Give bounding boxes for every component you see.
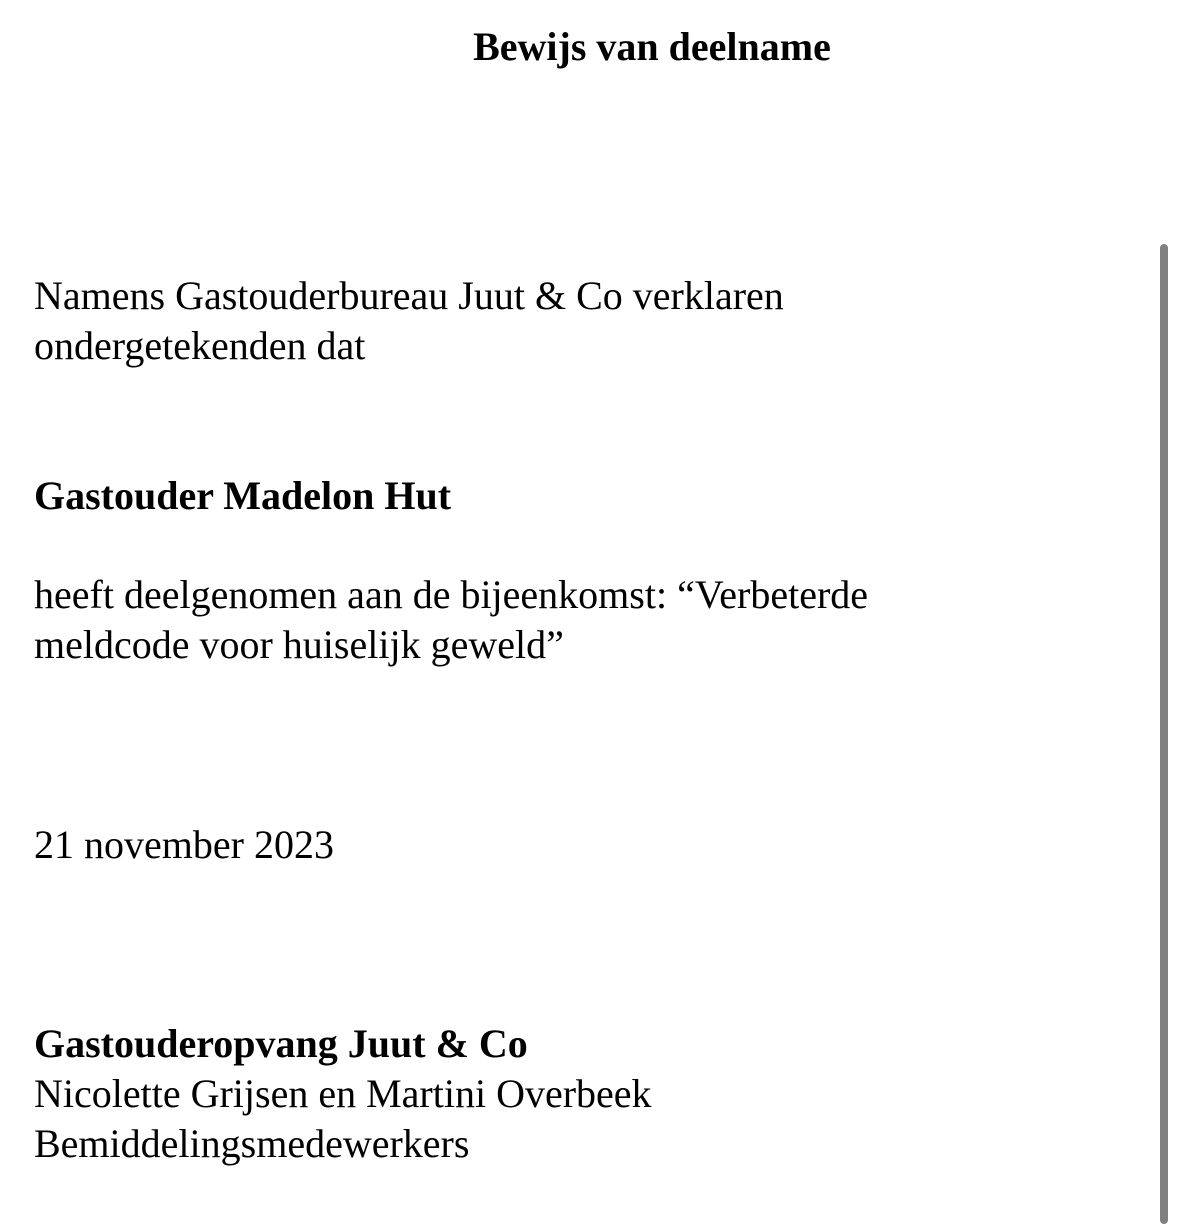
document-date: 21 november 2023 [34,822,334,867]
signature-role: Bemiddelingsmedewerkers [34,1121,470,1166]
signature-block [34,1019,1119,1169]
intro-line: ondergetekenden dat [34,323,366,368]
event-line: heeft deelgenomen aan de bijeenkomst: “Verbeterde [34,572,869,617]
intro-paragraph [34,271,1119,371]
scrollbar-thumb[interactable] [1160,244,1168,1224]
intro-line: Namens Gastouderbureau Juut & Co verklaren [34,273,784,318]
event-line: meldcode voor huiselijk geweld” [34,622,564,667]
signature-names: Nicolette Grijsen en Martini Overbeek [34,1071,652,1116]
document-title: Bewijs van deelname [473,24,831,69]
event-paragraph [34,570,1119,670]
participant-name: Gastouder Madelon Hut [34,473,452,518]
signature-organization: Gastouderopvang Juut & Co [34,1021,528,1066]
